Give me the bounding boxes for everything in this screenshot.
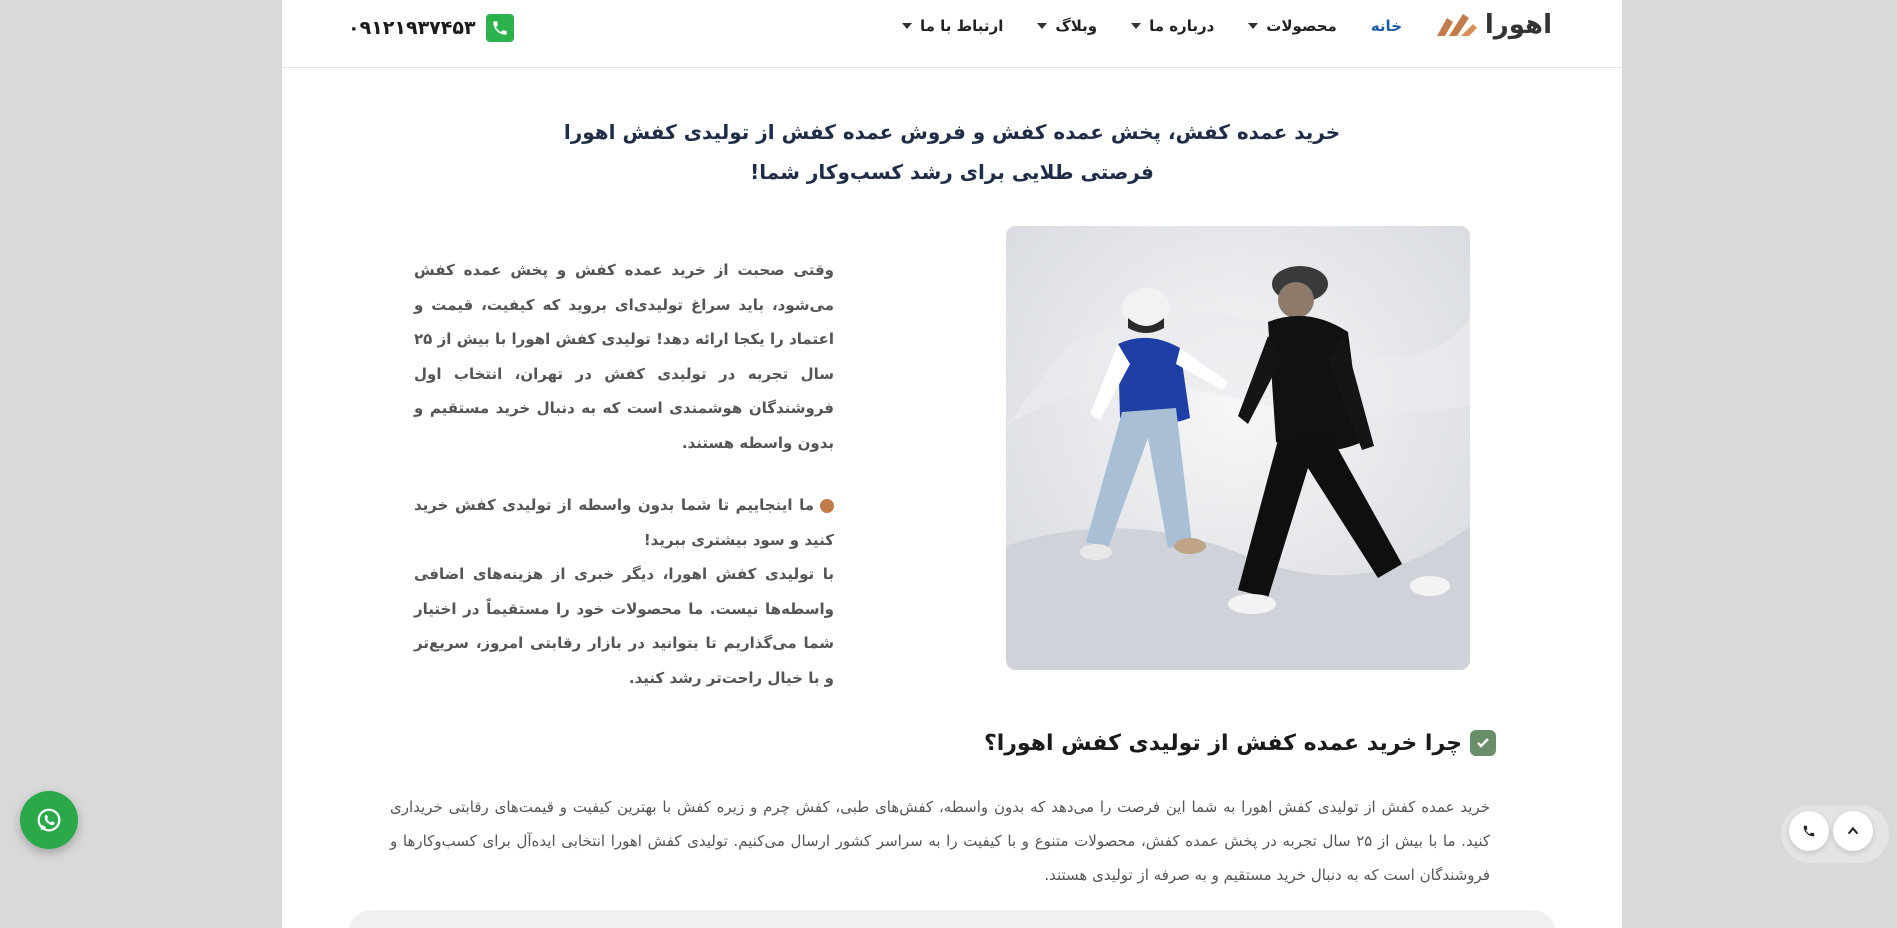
hero-title [282,112,1622,192]
nav-products-label: محصولات [1266,17,1337,35]
why-title-text: چرا خرید عمده کفش از تولیدی کفش اهورا؟ [983,730,1462,756]
page-container [282,0,1622,928]
phone-icon [1802,824,1816,838]
nav-blog[interactable] [1037,17,1097,35]
check-mark-icon [1470,730,1496,756]
logo-mark-icon [1433,10,1479,40]
logo-text: اهورا [1484,10,1552,40]
main-nav [902,12,1402,40]
nav-contact[interactable] [902,17,1003,35]
chevron-down-icon [1248,23,1258,29]
intro-paragraph-2: با تولیدی کفش اهورا، دیگر خبری از هزینه‌های اضافی واسطه‌ها نیست. ما محصولات خود را مستقیماً در اختیار شما می‌گذاریم تا بتوانید در بازار رقابتی امروز، سریع‌تر و با خیال راحت‌تر رشد کنید. [414,565,834,687]
intro-bullet-line: ما اینجاییم تا شما بدون واسطه از تولیدی کفش خرید کنید و سود بیشتری ببرید! [414,496,834,549]
logo[interactable] [1433,8,1552,42]
why-section-title [984,730,1496,756]
phone-number[interactable]: ۰۹۱۲۱۹۳۷۴۵۳ [348,17,476,39]
nav-about-label: درباره ما [1149,17,1215,35]
intro-text [414,253,834,695]
hero-image [1006,226,1470,670]
nav-home[interactable] [1371,17,1402,35]
whatsapp-icon[interactable] [20,791,78,849]
intro-paragraph-1: وقتی صحبت از خرید عمده کفش و پخش عمده کفش می‌شود، باید سراغ تولیدی‌ای بروید که کیفیت، قیمت و اعتماد را یکجا ارائه دهد! تولیدی کفش اهورا با بیش از ۲۵ سال تجربه در تولیدی کفش در تهران، انتخاب اول فروشندگان هوشمندی است که به دنبال خرید مستقیم و بدون واسطه هستند. [414,261,834,452]
walking-couple-illustration [1006,226,1470,670]
whatsapp-button[interactable] [20,791,110,851]
content-card [348,910,1556,928]
nav-blog-label: وبلاگ [1055,17,1098,35]
header-phone[interactable] [348,14,514,42]
chevron-down-icon [902,23,912,29]
hero-title-line1: خرید عمده کفش، پخش عمده کفش و فروش عمده کفش از تولیدی کفش اهورا [563,120,1341,144]
nav-contact-label: ارتباط با ما [919,17,1004,35]
nav-products[interactable] [1248,17,1337,35]
chevron-down-icon [1131,23,1141,29]
why-section-text: خرید عمده کفش از تولیدی کفش اهورا به شما این فرصت را می‌دهد که بدون واسطه، کفش‌های طبی، کفش چرم و زیره کفش با بهترین کیفیت و قیمت‌های رقابتی خریداری کنید. ما با بیش از ۲۵ سال تجربه در پخش عمده کفش، محصولات متنوع و با کیفیت را به سراسر کشور ارسال می‌کنیم. تولیدی کفش اهورا انتخابی ایده‌آل برای کسب‌وکارها و فروشندگان است که به دنبال خرید مستقیم و به صرفه از تولیدی هستند. [390,798,1491,884]
site-header [282,0,1622,68]
chevron-down-icon [1037,23,1047,29]
nav-about[interactable] [1131,17,1214,35]
phone-icon[interactable] [486,14,514,42]
scroll-top-button[interactable] [1833,811,1873,851]
floating-controls [1781,805,1889,863]
nav-home-label: خانه [1370,17,1402,35]
bullet-dot-icon [820,499,834,513]
chevron-up-icon [1846,824,1860,838]
hero-title-line2: فرصتی طلایی برای رشد کسب‌وکار شما! [750,160,1154,184]
call-button[interactable] [1789,811,1829,851]
